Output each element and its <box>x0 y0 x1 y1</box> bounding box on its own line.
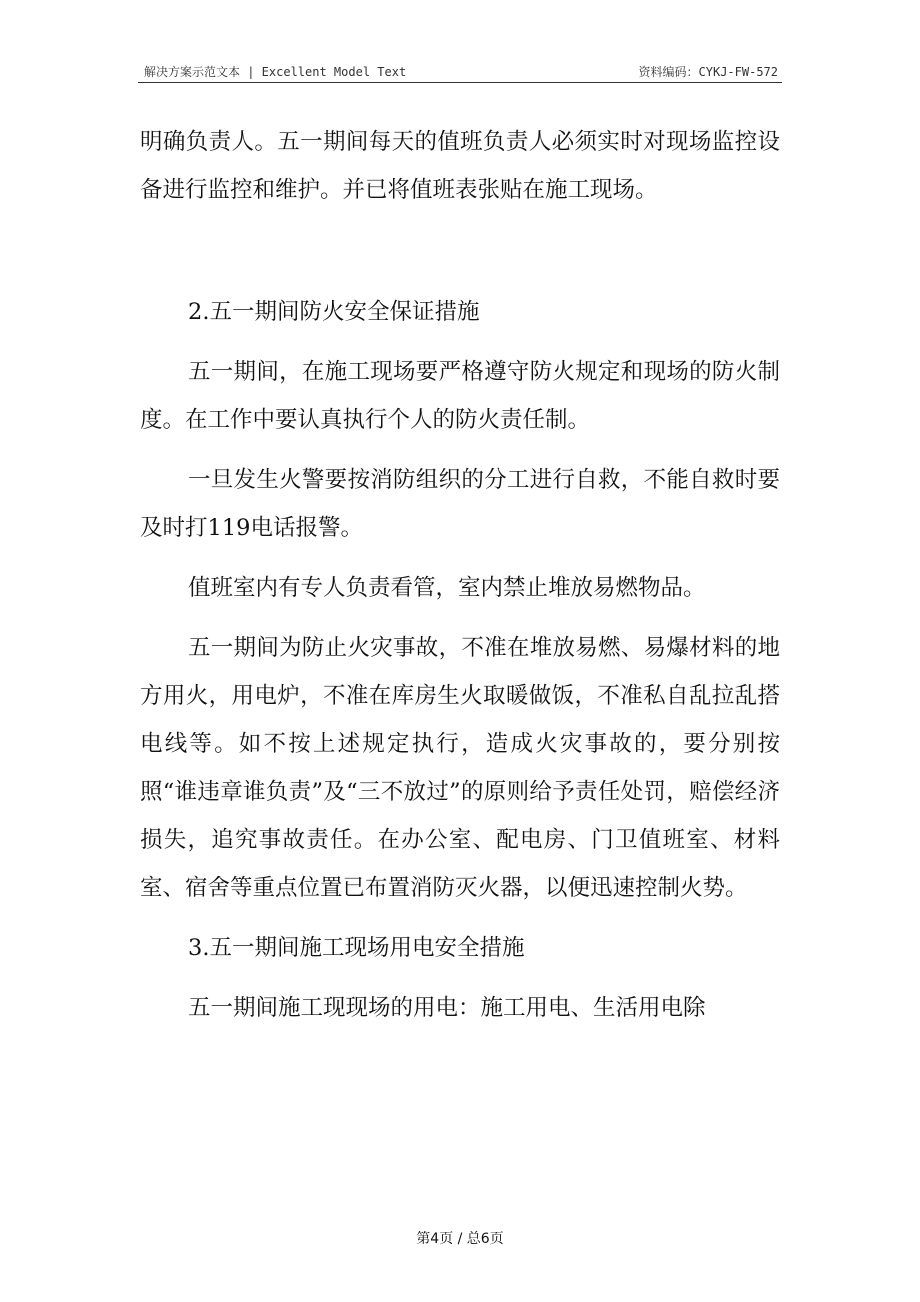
paragraph: 五一期间，在施工现场要严格遵守防火规定和现场的防火制度。在工作中要认真执行个人的防火责任制。 <box>140 359 780 433</box>
spacer <box>140 552 780 564</box>
paragraph: 五一期间为防止火灾事故，不准在堆放易燃、易爆材料的地方用火，用电炉，不准在库房生火取暖做饭，不准私自乱拉乱搭电线等。如不按上述规定执行，造成火灾事故的，要分别按照“谁违章谁负责”及“三不放过”的原则给予责任处罚，赔偿经济损失，追究事故责任。在办公室、配电房、门卫值班室、材料室、宿舍等重点位置已布置消防灭火器，以便迅速控制火势。 <box>140 635 780 901</box>
spacer <box>140 612 780 624</box>
spacer <box>140 214 780 288</box>
paragraph: 一旦发生火警要按消防组织的分工进行自救，不能自救时要及时打119电话报警。 <box>140 467 780 541</box>
paragraph: 明确负责人。五一期间每天的值班负责人必须实时对现场监控设备进行监控和维护。并已将值班表张贴在施工现场。 <box>140 129 780 203</box>
document-code: 资料编码：CYKJ-FW-572 <box>638 65 778 79</box>
spacer <box>140 912 780 924</box>
spacer <box>140 972 780 984</box>
header-title: 解决方案示范文本 | Excellent Model Text <box>144 65 407 79</box>
section-heading-2: 2.五一期间防火安全保证措施 <box>188 299 480 325</box>
paragraph: 值班室内有专人负责看管，室内禁止堆放易燃物品。 <box>188 575 706 601</box>
spacer <box>140 336 780 348</box>
document-body <box>140 118 780 1032</box>
spacer <box>140 444 780 456</box>
page-number: 第4页 / 总6页 <box>416 1231 504 1247</box>
section-heading-3: 3.五一期间施工现场用电安全措施 <box>188 935 525 961</box>
paragraph: 五一期间施工现现场的用电：施工用电、生活用电除 <box>188 995 706 1021</box>
page-header <box>138 58 782 83</box>
